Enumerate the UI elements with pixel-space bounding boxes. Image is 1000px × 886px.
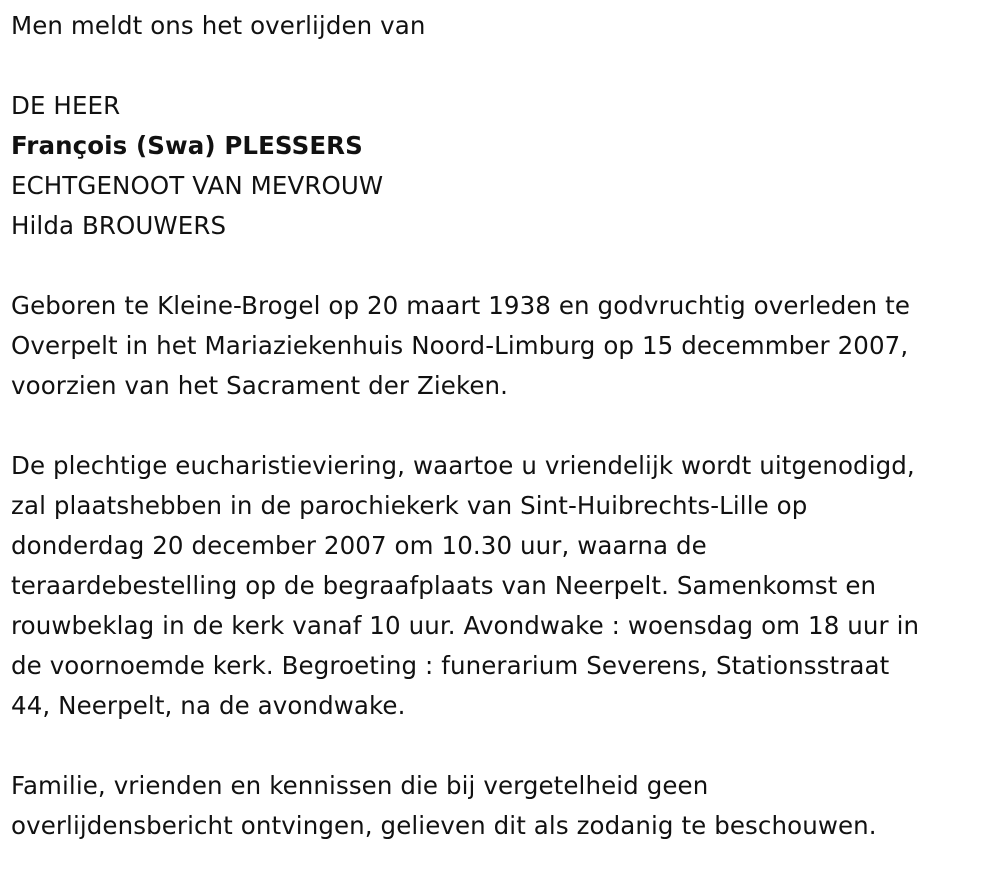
spouse-name: Hilda BROUWERS — [11, 211, 227, 240]
spacer — [11, 246, 991, 286]
closing-paragraph — [11, 766, 991, 846]
title-text: DE HEER — [11, 91, 121, 120]
relation-text: ECHTGENOOT VAN MEVROUW — [11, 171, 384, 200]
paragraph-line: De plechtige eucharistieviering, waartoe u vriendelijk wordt uitgenodigd, — [11, 451, 915, 480]
paragraph-line: rouwbeklag in de kerk vanaf 10 uur. Avondwake : woensdag om 18 uur in — [11, 611, 920, 640]
intro-text: Men meldt ons het overlijden van — [11, 11, 426, 40]
paragraph-line: overlijdensbericht ontvingen, gelieven dit als zodanig te beschouwen. — [11, 811, 877, 840]
paragraph-line: teraardebestelling op de begraafplaats van Neerpelt. Samenkomst en — [11, 571, 877, 600]
deceased-name: François (Swa) PLESSERS — [11, 131, 363, 160]
paragraph-line: Familie, vrienden en kennissen die bij vergetelheid geen — [11, 771, 709, 800]
paragraph-line: Overpelt in het Mariaziekenhuis Noord-Limburg op 15 decemmber 2007, — [11, 331, 909, 360]
ceremony-paragraph — [11, 446, 991, 726]
birth-death-paragraph — [11, 286, 991, 406]
paragraph-line: 44, Neerpelt, na de avondwake. — [11, 691, 406, 720]
obituary-notice — [11, 6, 991, 846]
spacer — [11, 46, 991, 86]
paragraph-line: Geboren te Kleine-Brogel op 20 maart 1938 en godvruchtig overleden te — [11, 291, 911, 320]
paragraph-line: zal plaatshebben in de parochiekerk van Sint-Huibrechts-Lille op — [11, 491, 808, 520]
paragraph-line: donderdag 20 december 2007 om 10.30 uur, waarna de — [11, 531, 707, 560]
spacer — [11, 726, 991, 766]
paragraph-line: de voornoemde kerk. Begroeting : funerarium Severens, Stationsstraat — [11, 651, 890, 680]
paragraph-line: voorzien van het Sacrament der Zieken. — [11, 371, 509, 400]
spacer — [11, 406, 991, 446]
